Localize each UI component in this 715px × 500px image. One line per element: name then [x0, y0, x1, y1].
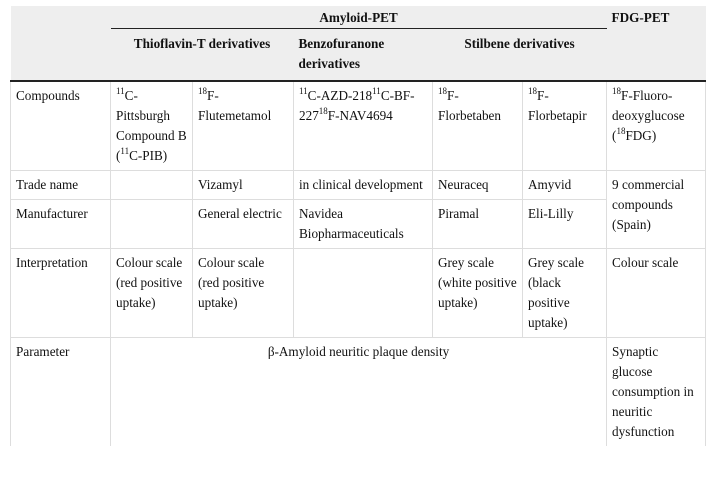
row-label-manufacturer: Manufacturer	[11, 200, 111, 249]
header-subgroup-row	[11, 29, 706, 82]
interpretation-azd	[294, 249, 433, 338]
amyloid-pet-header: Amyloid-PET	[111, 6, 607, 29]
interpretation-row	[11, 249, 706, 338]
row-label-interpretation: Interpretation	[11, 249, 111, 338]
parameter-amyloid: β-Amyloid neuritic plaque density	[111, 338, 607, 447]
header-corner-lower	[11, 29, 111, 82]
manufacturer-florbetaben: Piramal	[433, 200, 523, 249]
compound-flutemetamol: $^{18}$F-Flutemetamol	[193, 81, 294, 171]
interpretation-florbetapir: Grey scale (black positive uptake)	[523, 249, 607, 338]
compound-pib: $^{11}$C-Pittsburgh Compound B ($^{11}$C-PIB)	[111, 81, 193, 171]
manufacturer-row	[11, 200, 706, 249]
parameter-fdg: Synaptic glucose consumption in neuritic dysfunction	[607, 338, 706, 447]
manufacturer-flutemetamol: General electric	[193, 200, 294, 249]
header-group-row	[11, 6, 706, 29]
stilbene-header: Stilbene derivatives	[433, 29, 607, 82]
trade-flutemetamol: Vizamyl	[193, 171, 294, 200]
interpretation-fdg: Colour scale	[607, 249, 706, 338]
parameter-row	[11, 338, 706, 447]
trade-fdg: 9 commercial compounds (Spain)	[607, 171, 706, 249]
fdg-pet-header: FDG-PET	[607, 6, 706, 81]
trade-name-row	[11, 171, 706, 200]
manufacturer-pib	[111, 200, 193, 249]
interpretation-florbetaben: Grey scale (white positive uptake)	[433, 249, 523, 338]
benzofuranone-header: Benzofuranone derivatives	[294, 29, 433, 82]
pet-comparison-table	[10, 6, 706, 446]
row-label-parameter: Parameter	[11, 338, 111, 447]
row-label-trade-name: Trade name	[11, 171, 111, 200]
manufacturer-azd: Navidea Biopharmaceuticals	[294, 200, 433, 249]
interpretation-pib: Colour scale (red positive uptake)	[111, 249, 193, 338]
compound-florbetapir: $^{18}$F-Florbetapir	[523, 81, 607, 171]
compounds-row	[11, 81, 706, 171]
row-label-compounds: Compounds	[11, 81, 111, 171]
compound-fdg: $^{18}$F-Fluoro-deoxyglucose ($^{18}$FDG)	[607, 81, 706, 171]
header-corner	[11, 6, 111, 29]
trade-florbetaben: Neuraceq	[433, 171, 523, 200]
thioflavin-header: Thioflavin-T derivatives	[111, 29, 294, 82]
compound-florbetaben: $^{18}$F-Florbetaben	[433, 81, 523, 171]
manufacturer-florbetapir: Eli-Lilly	[523, 200, 607, 249]
trade-pib	[111, 171, 193, 200]
trade-azd: in clinical development	[294, 171, 433, 200]
trade-florbetapir: Amyvid	[523, 171, 607, 200]
compound-azd: $^{11}C-AZD-218^{11}C-BF-227^{18}F-NAV4694$	[294, 81, 433, 171]
interpretation-flutemetamol: Colour scale (red positive uptake)	[193, 249, 294, 338]
